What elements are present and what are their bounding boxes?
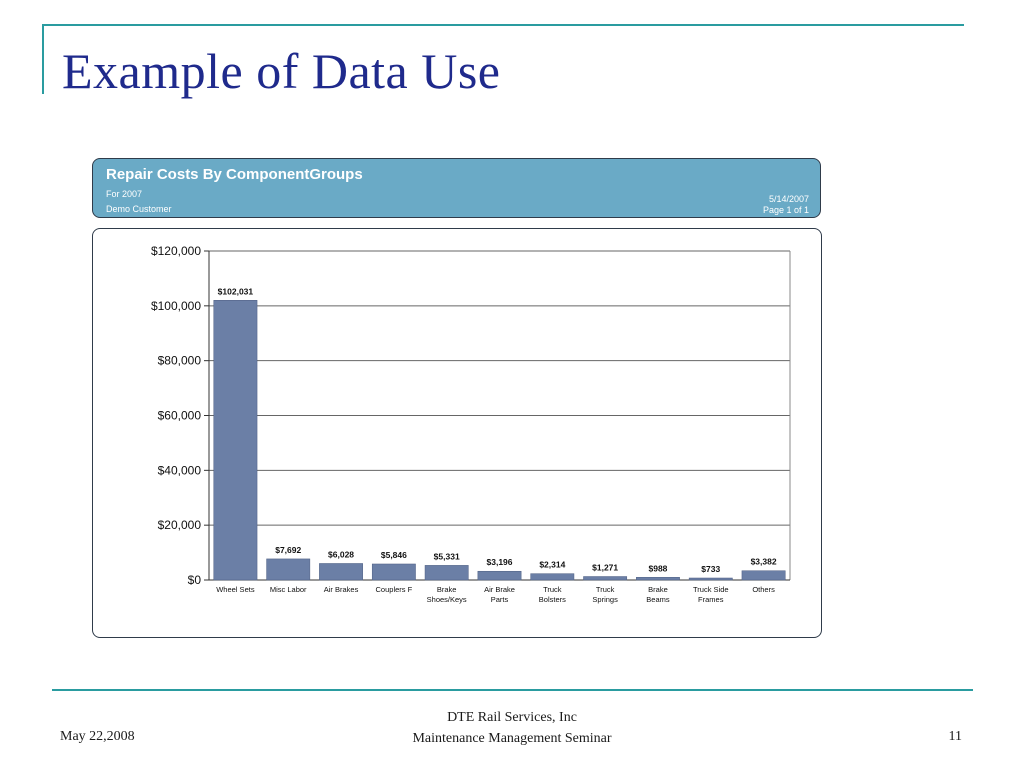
x-category-label: Bolsters — [538, 595, 566, 604]
footer-company: DTE Rail Services, Inc — [447, 710, 577, 725]
x-category-label: Air Brakes — [323, 585, 359, 594]
x-category-label: Beams — [646, 595, 670, 604]
bar-value-label: $3,196 — [486, 557, 513, 568]
x-category-label: Springs — [592, 595, 618, 604]
bar-value-label: $6,028 — [328, 549, 355, 560]
bar — [319, 563, 362, 580]
title-top-rule — [42, 24, 964, 26]
bar-value-label: $7,692 — [275, 544, 302, 555]
y-tick-label: $40,000 — [157, 463, 201, 478]
bar-value-label: $3,382 — [750, 556, 777, 567]
footer-rule — [52, 689, 973, 691]
bar — [742, 571, 785, 580]
bar-value-label: $733 — [701, 563, 721, 574]
report-date: 5/14/2007 — [768, 194, 809, 204]
report-header — [92, 158, 821, 218]
chart-frame — [92, 228, 822, 638]
x-category-label: Frames — [698, 595, 724, 604]
x-category-label: Others — [752, 585, 775, 594]
x-category-label: Couplers F — [375, 585, 413, 594]
report-title: Repair Costs By ComponentGroups — [106, 166, 363, 183]
bar-value-label: $5,846 — [380, 549, 407, 560]
bar-value-label: $1,271 — [592, 562, 619, 573]
y-tick-label: $0 — [187, 573, 201, 587]
y-tick-label: $100,000 — [150, 298, 201, 313]
bar-chart — [93, 229, 821, 637]
report-period: For 2007 — [106, 189, 143, 199]
y-tick-label: $60,000 — [157, 408, 201, 423]
bar-value-label: $988 — [648, 563, 668, 574]
report-page: Page 1 of 1 — [762, 205, 809, 215]
title-left-rule — [42, 24, 44, 94]
bar — [689, 578, 732, 580]
bar — [636, 577, 679, 580]
x-category-label: Parts — [490, 595, 509, 604]
footer-date: May 22,2008 — [60, 729, 135, 744]
y-tick-label: $120,000 — [150, 244, 201, 258]
slide-title: Example of Data Use — [62, 43, 501, 99]
bar-value-label: $5,331 — [433, 551, 460, 562]
x-category-label: Truck — [543, 585, 562, 594]
bar — [372, 564, 415, 580]
x-category-label: Misc Labor — [269, 585, 307, 594]
x-category-label: Air Brake — [484, 585, 515, 594]
bar-value-label: $2,314 — [539, 559, 566, 570]
y-tick-label: $20,000 — [157, 518, 201, 533]
x-category-label: Shoes/Keys — [426, 595, 467, 604]
bar — [214, 300, 257, 580]
bar — [425, 565, 468, 580]
x-category-label: Brake — [648, 585, 668, 594]
footer-center — [362, 707, 662, 749]
bar — [267, 559, 310, 580]
footer-event: Maintenance Management Seminar — [412, 731, 612, 746]
x-category-label: Truck — [595, 585, 615, 594]
footer-page-number: 11 — [948, 729, 962, 744]
bar-value-label: $102,031 — [217, 286, 254, 297]
bar — [478, 571, 521, 580]
x-category-label: Brake — [436, 585, 457, 594]
y-tick-label: $80,000 — [157, 353, 201, 368]
x-category-label: Truck Side — [692, 585, 729, 594]
x-category-label: Wheel Sets — [216, 585, 255, 594]
bar — [531, 574, 574, 580]
report-customer: Demo Customer — [106, 204, 172, 214]
bar — [583, 577, 626, 580]
